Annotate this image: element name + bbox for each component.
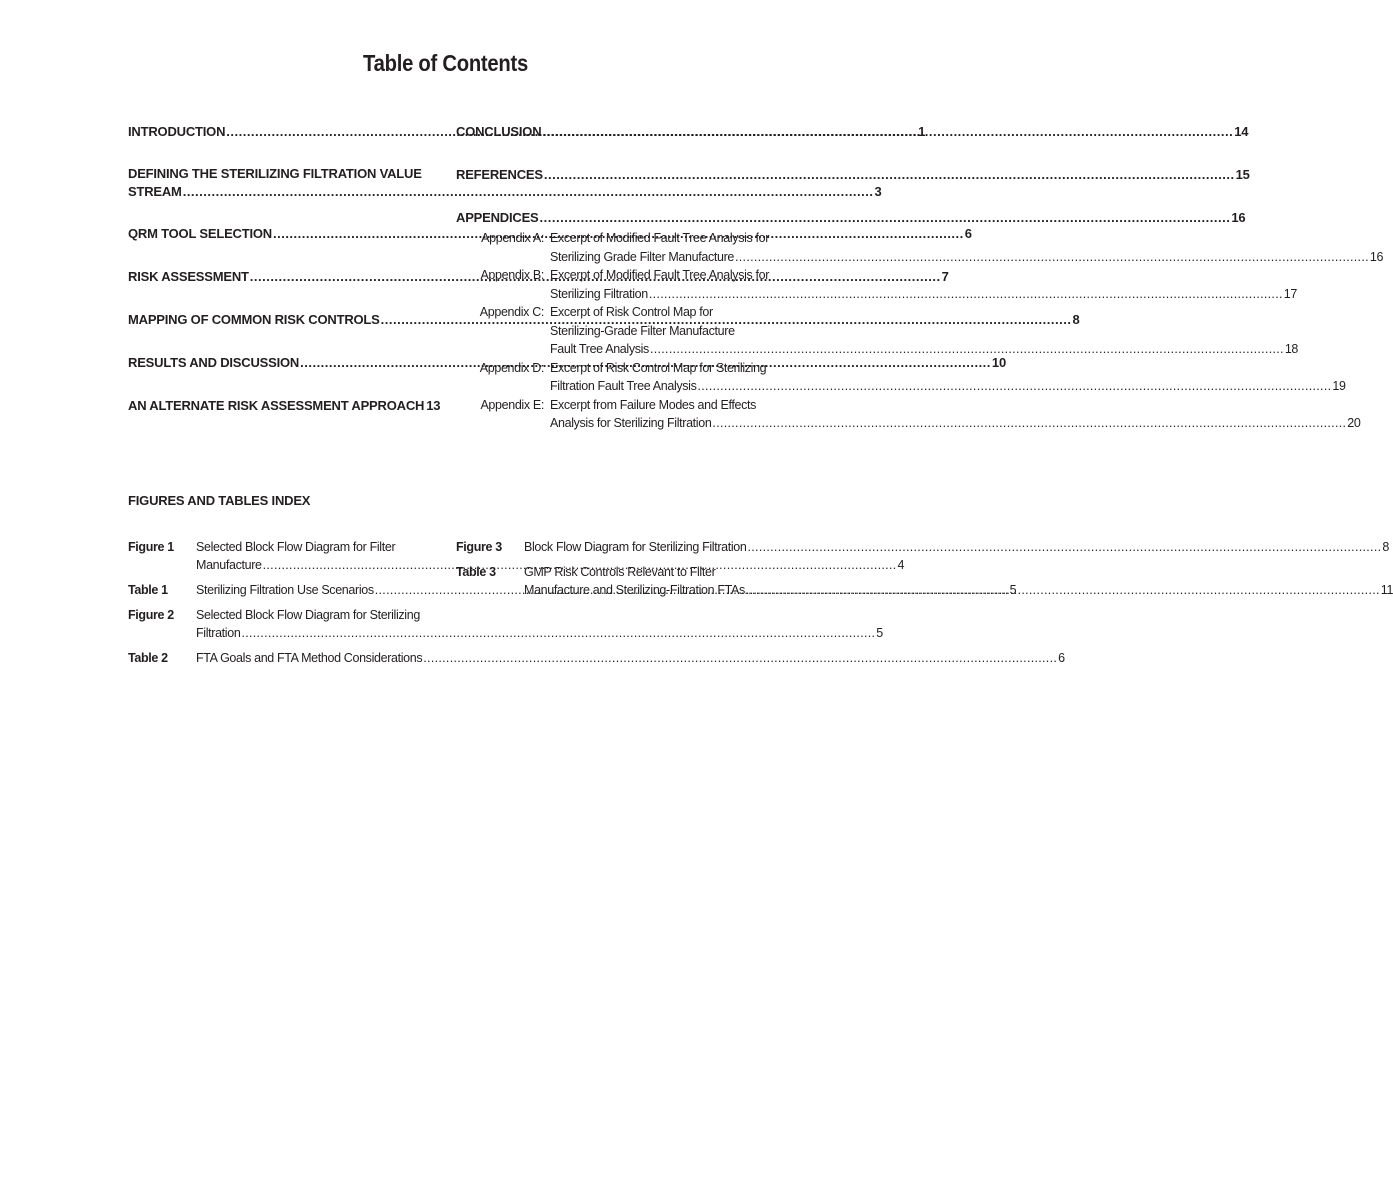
toc-entry-label: AN ALTERNATE RISK ASSESSMENT APPROACH xyxy=(128,398,425,413)
table-label: Table 3 xyxy=(456,565,496,579)
figure-3-entry[interactable] xyxy=(456,538,1389,556)
toc-entry-label: CONCLUSION xyxy=(456,124,542,139)
toc-page-number: 15 xyxy=(1235,167,1250,182)
figure-title: Manufacture xyxy=(196,558,262,572)
toc-entry-label: INTRODUCTION xyxy=(128,124,226,139)
table-page-number: 5 xyxy=(1009,583,1017,597)
toc-page-number: 16 xyxy=(1231,210,1246,225)
appendix-title: Sterilizing-Grade Filter Manufacture xyxy=(550,323,735,338)
leader-dots xyxy=(540,209,1231,227)
leader-dots xyxy=(649,285,1283,304)
appendix-title: Excerpt of Risk Control Map for Sterilizing xyxy=(550,360,767,375)
figure-title: Selected Block Flow Diagram for Sterilizing xyxy=(196,608,420,622)
appendix-page-number: 20 xyxy=(1347,416,1361,430)
table-2-entry[interactable] xyxy=(128,649,1065,667)
leader-dots xyxy=(746,581,1380,599)
table-3-entry[interactable] xyxy=(456,563,1393,599)
leader-dots xyxy=(241,624,875,642)
appendix-a-entry[interactable] xyxy=(456,229,1384,266)
toc-entry-label: REFERENCES xyxy=(456,167,543,182)
figure-title: Block Flow Diagram for Sterilizing Filtration xyxy=(524,540,747,554)
appendix-label: Appendix B: xyxy=(480,268,544,282)
figure-label: Figure 2 xyxy=(128,608,174,622)
leader-dots xyxy=(698,377,1332,396)
appendix-page-number: 17 xyxy=(1283,286,1297,301)
appendix-title: Analysis for Sterilizing Filtration xyxy=(550,416,712,430)
table-title: Manufacture and Sterilizing-Filtration FTAs xyxy=(524,583,745,597)
table-page-number: 11 xyxy=(1380,583,1393,597)
table-title: Sterilizing Filtration Use Scenarios xyxy=(196,583,374,597)
toc-entry-conclusion[interactable] xyxy=(456,123,1249,141)
leader-dots xyxy=(735,248,1369,267)
figure-page-number: 5 xyxy=(876,626,883,640)
figure-title: Selected Block Flow Diagram for Filter xyxy=(196,540,396,554)
page-title: Table of Contents xyxy=(363,50,528,76)
leader-dots xyxy=(712,414,1346,433)
appendix-page-number: 18 xyxy=(1284,342,1299,356)
toc-entry-appendices[interactable] xyxy=(456,209,1246,227)
appendix-page-number: 16 xyxy=(1369,249,1384,264)
appendix-title: Fault Tree Analysis xyxy=(550,342,649,356)
appendix-title: Sterilizing Filtration xyxy=(550,286,648,301)
figures-right-column xyxy=(456,538,1393,599)
appendix-page-number: 19 xyxy=(1332,379,1346,393)
appendix-title: Sterilizing Grade Filter Manufacture xyxy=(550,249,735,264)
figure-2-entry[interactable] xyxy=(128,606,883,642)
figure-page-number: 4 xyxy=(897,558,905,572)
toc-entry-label: RESULTS AND DISCUSSION xyxy=(128,355,300,370)
toc-page-number: 10 xyxy=(991,355,1006,370)
appendix-title: Excerpt of Modified Fault Tree Analysis for xyxy=(550,231,770,245)
table-page-number: 6 xyxy=(1058,651,1065,665)
table-title: FTA Goals and FTA Method Considerations xyxy=(196,651,423,665)
toc-entry-label: DEFINING THE STERILIZING FILTRATION VALUE xyxy=(128,166,422,181)
appendix-title: Excerpt from Failure Modes and Effects xyxy=(550,397,757,412)
appendix-b-entry[interactable] xyxy=(456,266,1297,303)
figures-tables-heading: FIGURES AND TABLES INDEX xyxy=(128,493,311,508)
appendix-label: Appendix E: xyxy=(480,397,544,412)
appendix-c-entry[interactable] xyxy=(456,303,1299,359)
figure-label: Figure 1 xyxy=(128,540,174,554)
toc-page-number: 3 xyxy=(874,184,882,199)
toc-page-number: 8 xyxy=(1072,312,1080,327)
table-title: GMP Risk Controls Relevant to Filter xyxy=(524,565,716,579)
toc-entry-label: STREAM xyxy=(128,184,182,199)
toc-entry-label: RISK ASSESSMENT xyxy=(128,269,249,284)
toc-page-number: 1 xyxy=(918,124,926,139)
appendix-title: Filtration Fault Tree Analysis xyxy=(550,379,697,393)
toc-page-number: 14 xyxy=(1234,124,1249,139)
figure-title: Filtration xyxy=(196,626,241,640)
leader-dots xyxy=(748,538,1382,556)
toc-entry-label: APPENDICES xyxy=(456,210,539,225)
leader-dots xyxy=(650,340,1284,359)
leader-dots xyxy=(544,166,1235,184)
leader-dots xyxy=(423,649,1057,667)
toc-page-number: 6 xyxy=(964,226,972,241)
appendix-label: Appendix C: xyxy=(479,305,544,319)
leader-dots xyxy=(542,123,1233,141)
appendix-label: Appendix D: xyxy=(479,360,544,375)
toc-entry-label: MAPPING OF COMMON RISK CONTROLS xyxy=(128,312,380,327)
toc-entry-alternate-approach[interactable] xyxy=(128,397,441,415)
appendix-title: Excerpt of Risk Control Map for xyxy=(550,305,713,319)
figure-page-number: 8 xyxy=(1382,540,1389,554)
toc-page-number: 7 xyxy=(941,269,949,284)
table-label: Table 1 xyxy=(128,583,168,597)
appendix-e-entry[interactable] xyxy=(456,396,1361,433)
figure-label: Figure 3 xyxy=(456,540,502,554)
appendix-label: Appendix A: xyxy=(481,231,544,245)
toc-entry-label: QRM TOOL SELECTION xyxy=(128,226,272,241)
appendix-title: Excerpt of Modified Fault Tree Analysis for xyxy=(550,268,770,282)
table-label: Table 2 xyxy=(128,651,168,665)
toc-page-number: 13 xyxy=(426,398,441,413)
toc-entry-references[interactable] xyxy=(456,166,1250,184)
